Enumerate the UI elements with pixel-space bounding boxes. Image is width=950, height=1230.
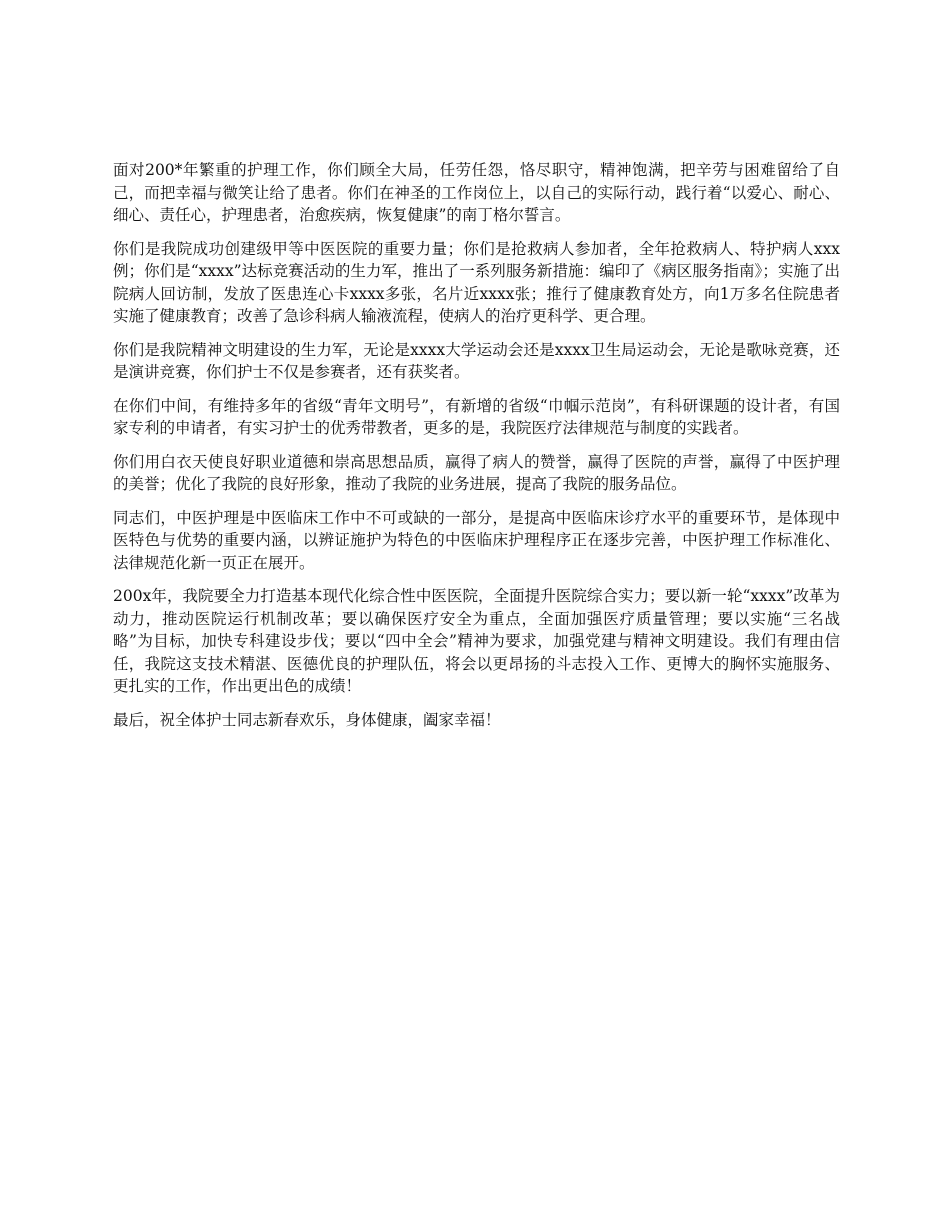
paragraph-8: 最后，祝全体护士同志新春欢乐，身体健康，阖家幸福！ (113, 710, 501, 729)
paragraph-4: 在你们中间，有维持多年的省级“青年文明号”，有新增的省级“巾帼示范岗”，有科研课题的设计者，有国家专利的申请者，有实习护士的优秀带教者，更多的是，我院医疗法律规范与制度的实践者。 (113, 396, 840, 437)
paragraph-7: 200x年，我院要全力打造基本现代化综合性中医医院，全面提升医院综合实力；要以新一轮“xxxx”改革为动力，推动医院运行机制改革；要以确保医疗安全为重点，全面加强医疗质量管理；要以实施“三名战略”为目标，加快专科建设步伐；要以“四中全会”精神为要求，加强党建与精神文明建设。我们有理由信任，我院这支技术精湛、医德优良的护理队伍，将会以更昂扬的斗志投入工作、更博大的胸怀实施服务、更扎实的工作，作出更出色的成绩！ (113, 587, 840, 695)
paragraph-6: 同志们，中医护理是中医临床工作中不可或缺的一部分，是提高中医临床诊疗水平的重要环节，是体现中医特色与优势的重要内涵，以辨证施护为特色的中医临床护理程序正在逐步完善，中医护理工作标准化、法律规范化新一页正在展开。 (113, 508, 840, 572)
paragraph-5: 你们用白衣天使良好职业道德和崇高思想品质，赢得了病人的赞誉，赢得了医院的声誉，赢得了中医护理的美誉；优化了我院的良好形象，推动了我院的业务进展，提高了我院的服务品位。 (113, 452, 840, 493)
paragraph-2: 你们是我院成功创建级甲等中医医院的重要力量；你们是抢救病人参加者，全年抢救病人、特护病人xxx例；你们是“xxxx”达标竞赛活动的生力军，推出了一系列服务新措施：编印了《病区服务指南》；实施了出院病人回访制，发放了医患连心卡xxxx多张，名片近xxxx张；推行了健康教育处方，向1万多名住院患者实施了健康教育；改善了急诊科病人输液流程，使病人的治疗更科学、更合理。 (113, 239, 840, 325)
paragraph-1: 面对200*年繁重的护理工作，你们顾全大局，任劳任怨，恪尽职守，精神饱满，把辛劳与困难留给了自己，而把幸福与微笑让给了患者。你们在神圣的工作岗位上，以自己的实际行动，践行着“以爱心、耐心、细心、责任心，护理患者，治愈疾病，恢复健康”的南丁格尔誓言。 (113, 161, 840, 224)
document-body (113, 159, 840, 742)
paragraph-3: 你们是我院精神文明建设的生力军，无论是xxxx大学运动会还是xxxx卫生局运动会，无论是歌咏竞赛，还是演讲竞赛，你们护士不仅是参赛者，还有获奖者。 (113, 340, 840, 381)
